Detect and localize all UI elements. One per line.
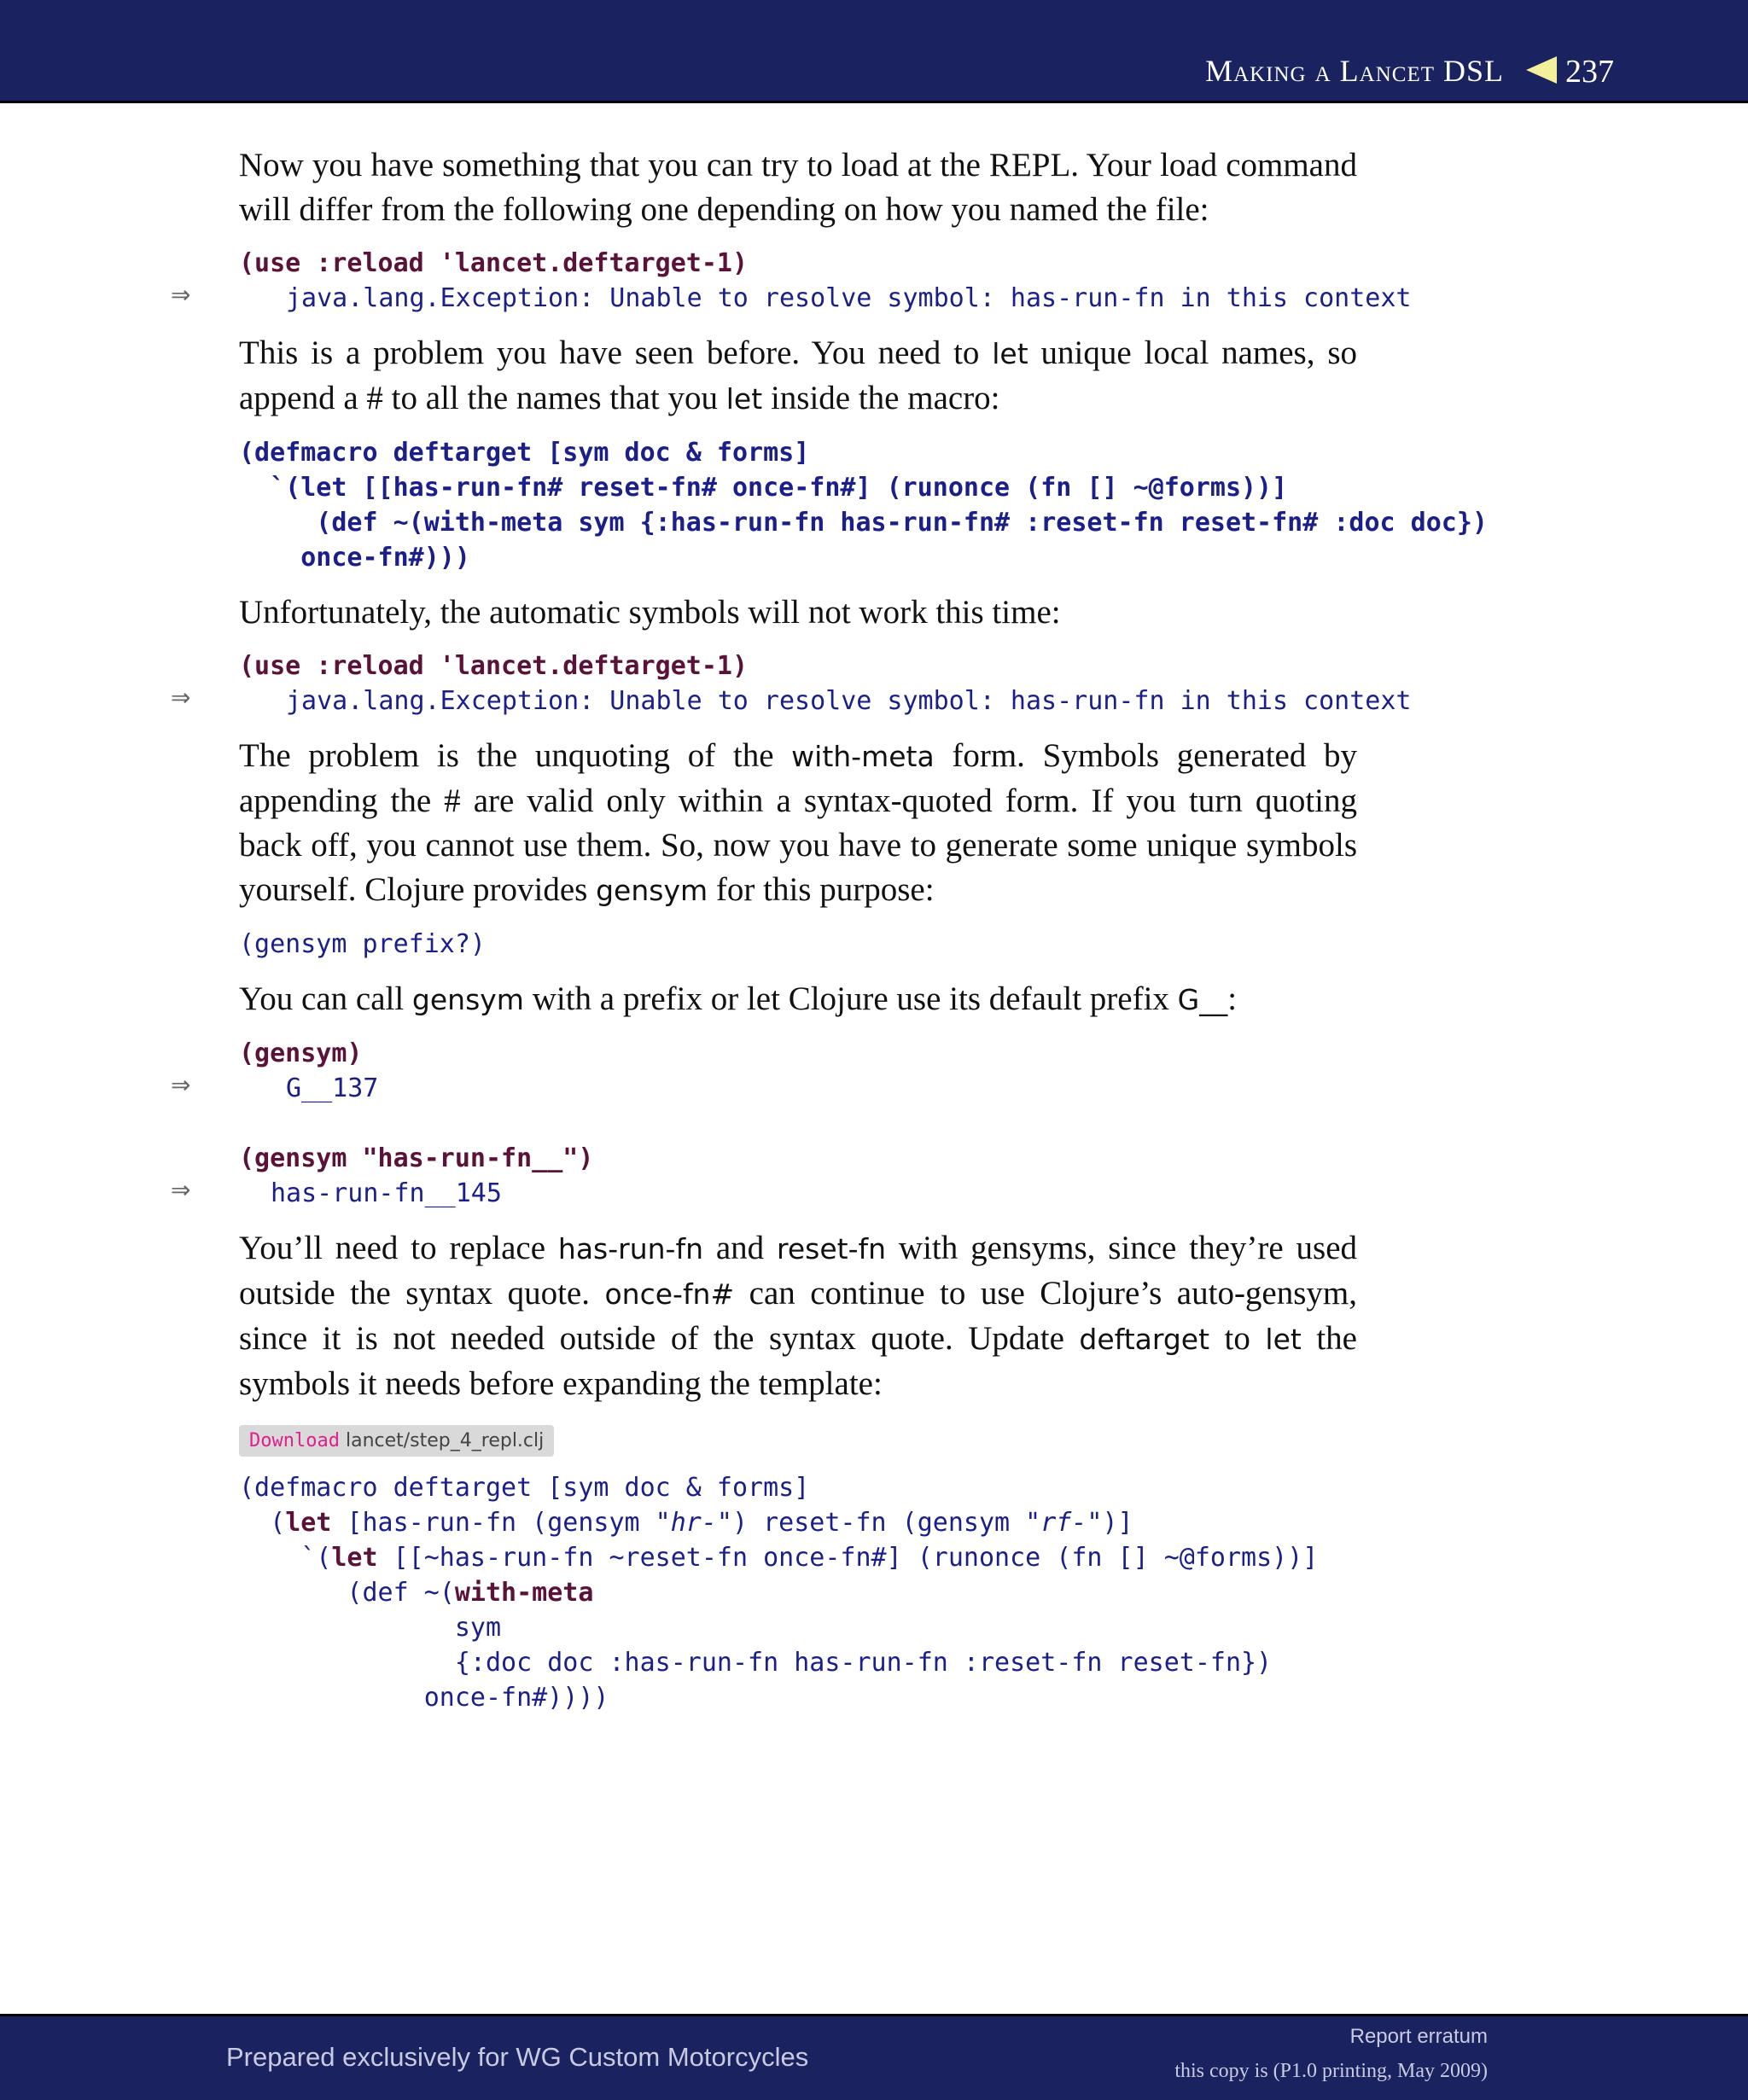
code-line: sym xyxy=(239,1613,502,1643)
report-erratum-link[interactable]: Report erratum xyxy=(1349,2025,1488,2048)
paragraph-5: You can call gensym with a prefix or let Clojure use its default prefix G__: xyxy=(239,980,1238,1017)
code-block-2 xyxy=(239,435,1488,575)
code-line: `(let [[has-run-fn# reset-fn# once-fn#] (runonce (fn [] ~@forms))] xyxy=(239,473,1288,503)
output-arrow-icon: ⇒ xyxy=(171,281,191,309)
output-arrow-icon: ⇒ xyxy=(171,1071,191,1099)
download-label[interactable]: Download xyxy=(249,1430,340,1451)
paragraph-3: Unfortunately, the automatic symbols will not work this time: xyxy=(239,594,1061,631)
repl-command: (gensym "has-run-fn__") xyxy=(239,1143,594,1173)
page-footer xyxy=(0,2014,1748,2100)
prepared-for-text: Prepared exclusively for WG Custom Motorcycles xyxy=(226,2042,809,2072)
code-line: (defmacro deftarget [sym doc & forms] xyxy=(239,438,810,468)
code-line: (defmacro deftarget [sym doc & forms] xyxy=(239,1473,810,1503)
output-arrow-icon: ⇒ xyxy=(171,1176,191,1204)
prev-page-arrow-icon[interactable] xyxy=(1526,56,1557,84)
code-block-5 xyxy=(171,1036,1357,1106)
code-block-1 xyxy=(171,246,1412,316)
code-line: once-fn#))) xyxy=(239,543,470,573)
code-line: (def ~(with-meta xyxy=(239,1578,594,1608)
repl-command: (use :reload 'lancet.deftarget-1) xyxy=(239,651,749,681)
code-block-7 xyxy=(239,1470,1357,1715)
code-line: `(let [[~has-run-fn ~reset-fn once-fn#] (runonce (fn [] ~@forms))] xyxy=(239,1543,1319,1573)
code-block-4: (gensym prefix?) xyxy=(239,929,486,959)
chapter-title: Making a Lancet DSL xyxy=(1205,54,1504,88)
code-line: once-fn#)))) xyxy=(239,1683,609,1713)
repl-output: has-run-fn__145 xyxy=(271,1178,502,1208)
paragraph-6: You’ll need to replace has-run-fn and reset-fn with gensyms, since they’re used outside the syntax quote. once-fn# can continue to use Clojure’s auto-gensym, since it is not needed outside of the syntax quote. Update deftarget to let the symbols it needs before expanding the template: xyxy=(239,1230,1358,1402)
repl-output: java.lang.Exception: Unable to resolve symbol: has-run-fn in this context xyxy=(286,686,1412,716)
output-arrow-icon: ⇒ xyxy=(171,684,191,712)
paragraph-2: This is a problem you have seen before. You need to let unique local names, so append a # to all the names that you let inside the macro: xyxy=(239,334,1357,416)
printing-info: this copy is (P1.0 printing, May 2009) xyxy=(1174,2060,1488,2082)
paragraph-4: The problem is the unquoting of the with-meta form. Symbols generated by appending the # are valid only within a syntax-quoted form. If you turn quoting back off, you cannot use them. So, now you have to generate some unique symbols yourself. Clojure provides gensym for this purpose: xyxy=(239,737,1357,908)
page-content xyxy=(171,143,1488,1715)
repl-output: G__137 xyxy=(286,1073,379,1103)
paragraph-1: Now you have something that you can try to load at the REPL. Your load command will differ from the following one depending on how you named the file: xyxy=(239,147,1357,228)
repl-output: java.lang.Exception: Unable to resolve symbol: has-run-fn in this context xyxy=(286,283,1412,313)
download-filename[interactable]: lancet/step_4_repl.clj xyxy=(345,1430,545,1451)
code-block-3 xyxy=(171,649,1412,718)
repl-command: (use :reload 'lancet.deftarget-1) xyxy=(239,248,749,278)
code-block-6 xyxy=(171,1141,1357,1211)
page-header xyxy=(0,0,1748,103)
code-line: (let [has-run-fn (gensym "hr-") reset-fn (gensym "rf-")] xyxy=(239,1508,1133,1538)
code-line: (def ~(with-meta sym {:has-run-fn has-run-fn# :reset-fn reset-fn# :doc doc}) xyxy=(239,508,1488,538)
code-line: {:doc doc :has-run-fn has-run-fn :reset-fn reset-fn}) xyxy=(239,1648,1273,1678)
repl-command: (gensym) xyxy=(239,1038,363,1068)
page-number: 237 xyxy=(1565,54,1614,90)
download-link[interactable] xyxy=(239,1425,1357,1457)
